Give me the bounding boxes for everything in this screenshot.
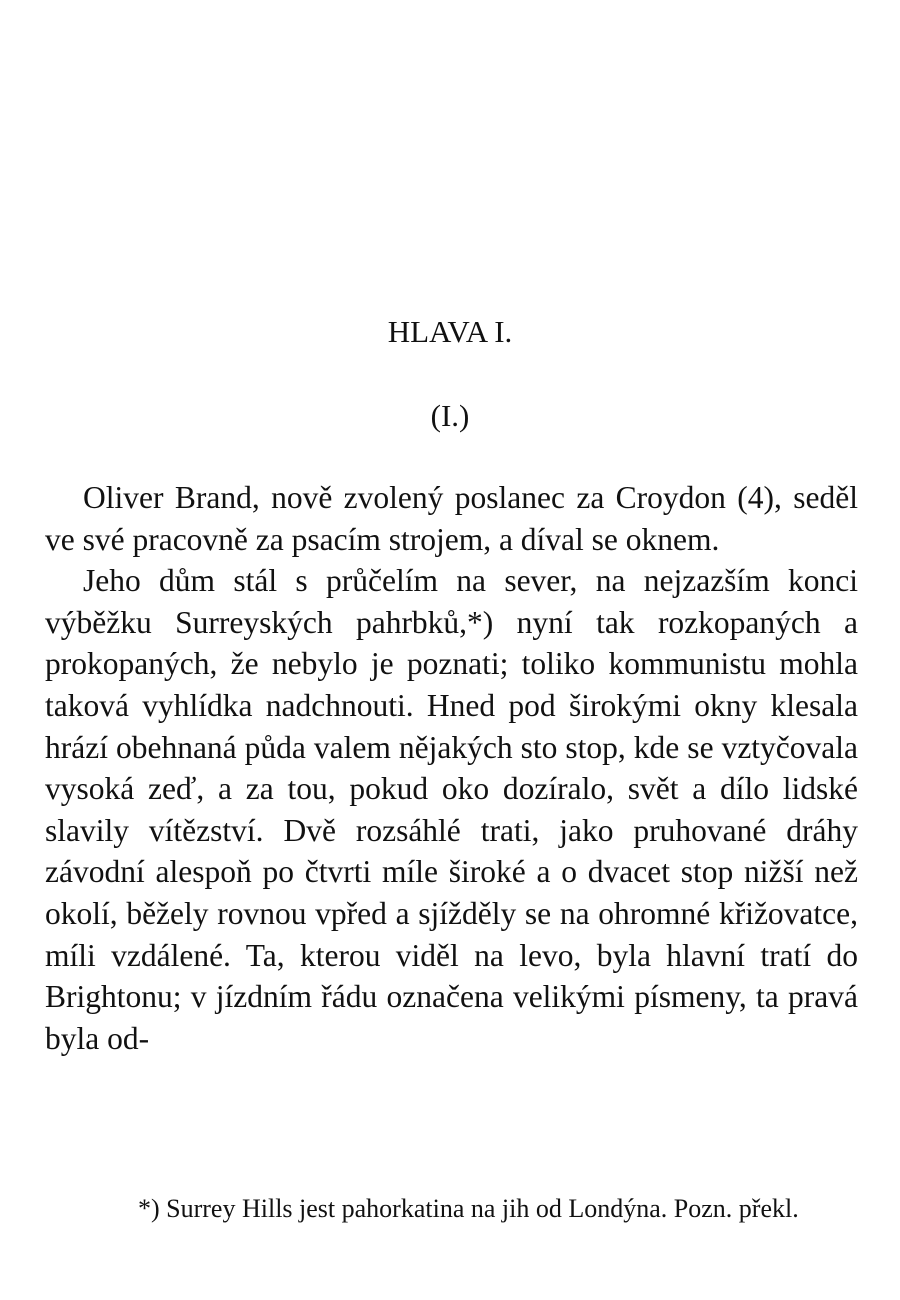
paragraph: Jeho dům stál s průčelím na sever, na nejzazším konci výběžku Surreyských pahrbků,*) nyní tak rozkopaných a prokopaných, že nebylo je poznati; toliko kommunistu mohla taková vyhlídka nadchnouti. Hned pod širokými okny klesala hrází obehnaná půda valem nějakých sto stop, kde se vztyčovala vysoká zeď, a za tou, pokud oko dozíralo, svět a dílo lidské slavily vítězství. Dvě rozsáhlé trati, jako pruhované dráhy závodní alespoň po čtvrti míle široké a o dvacet stop nižší než okolí, běžely rovnou vpřed a sjížděly se na ohromné křižovatce, míli vzdálené. Ta, kterou viděl na levo, byla hlavní tratí do Brightonu; v jízdním řádu označena velikými písmeny, ta pravá byla od- [45, 563, 858, 1056]
footnote [75, 1190, 830, 1228]
chapter-title: HLAVA I. [387, 314, 513, 349]
body-text [45, 477, 858, 1059]
paragraph: Oliver Brand, nově zvolený poslanec za Croydon (4), seděl ve své pracovně za psacím strojem, a díval se oknem. [45, 480, 858, 557]
section-number: (I.) [430, 398, 470, 433]
footnote-text: *) Surrey Hills jest pahorkatina na jih od Londýna. Pozn. překl. [138, 1194, 799, 1223]
